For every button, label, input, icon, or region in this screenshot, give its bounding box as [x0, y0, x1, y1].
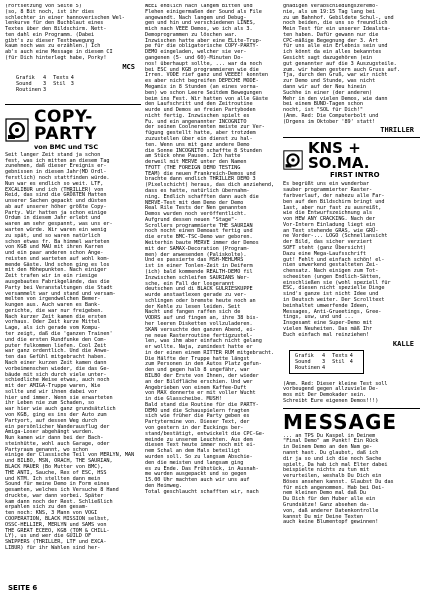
text-line: Und es passierte das MSH-MEHLMRS	[145, 257, 244, 264]
text-line: Messages, Anti-Grueetings, Gree-	[283, 308, 382, 315]
text-line: zum Personen in den Autos Platz gefun-	[145, 361, 262, 368]
text-line: scheeiten (ungen Endlich-Sätten,	[283, 273, 382, 280]
text-line: Grundsätze! Ganz absehen da-	[283, 502, 370, 508]
text-line: Inzwischen hatte aber eine ELite-Trup-	[145, 37, 262, 44]
text-line: ning. Endlich schafften dann auch die	[145, 193, 259, 200]
text-line: einige der Classische Teil von MERLYN, MAN	[5, 452, 135, 459]
score-value2	[349, 365, 359, 371]
text-line: war ganz ordentlich. Und die Anwe-	[5, 348, 110, 355]
text-line: gen und hin und verschiedenen LINES,	[145, 20, 256, 27]
text-line: dann wir auf der Neu hinein	[283, 83, 366, 90]
copy-party-title: COPY-PARTY	[34, 106, 97, 144]
kns-heading	[283, 141, 420, 179]
text-line: war hier wie auch ganz grundsätzlich	[5, 406, 116, 413]
text-line: schlingen oder bremste heute noch an	[145, 297, 256, 304]
text-line: SWIPPERS (THRILLER, LTF und EXCA-	[5, 539, 107, 546]
disk-icon	[5, 118, 29, 142]
text-line: nem Schal an dem Hals beteiligt	[145, 448, 241, 455]
text-line: zunehmen, daß dieser Ereignis er-	[5, 163, 107, 170]
text-line: von, daß anderer Datenkontrolle	[283, 507, 379, 514]
text-line: derweil mit MERVE unter den Namen	[145, 159, 247, 166]
text-line: nocht, ist "SOL für Dich!"	[283, 107, 363, 114]
text-line: verurteilen, weshalb Du Dich ein	[283, 473, 382, 480]
score-label2: Texts	[332, 352, 348, 359]
text-line: zu spät, und so waren natürlich	[5, 232, 101, 239]
text-line: in Deinem Demo an den Nam ge-	[283, 444, 373, 451]
text-line: Tja, durch den Gruß, war wir nicht	[283, 72, 388, 79]
score-label: Routinen	[295, 364, 320, 371]
score-box-1	[11, 73, 84, 95]
text-line: am Stück ohne Pausen. Ich hatte	[145, 153, 241, 160]
text-line: 15.00 Uhr machten auch wir uns auf	[145, 477, 250, 484]
text-line: mit der AMIGA-Truppe waren, Wie	[5, 383, 101, 390]
text-line: gangenen (5- und 60)-Minuten Do-	[145, 55, 244, 62]
text-line: chensatz. Nach einigen zum Tot-	[283, 268, 379, 275]
score-box-2	[289, 350, 364, 374]
text-line: wurde anstaatlexen gerade zu ver-	[145, 292, 247, 299]
text-line: ben) wo schon Leere Seitdem Bewegungen	[145, 89, 262, 96]
text-line: ten das Gefühl mitgebracht haben.	[5, 354, 107, 361]
text-line: von KGB, ging es ins der Auto zum	[5, 411, 107, 418]
text-line: Suchhe in einer (der anderen)	[283, 89, 373, 96]
text-line: nie, als um 19:15 Tag lang bei	[283, 8, 376, 15]
text-line: Megamix in 8 Stunden (an eines vorna-	[145, 83, 259, 90]
text-line: reisten und warteten auf wohl kom-	[5, 255, 110, 262]
text-line: Nun war es endlich so weit. LTF,	[5, 180, 104, 187]
text-line: ne Vorder-... LOGO (Schnellansicht	[283, 233, 388, 240]
text-line: sich wie früher die Party geben es	[145, 413, 250, 420]
score-label: Sound	[295, 358, 311, 365]
text-line: (ich) bald kommende REALTH-DEMO fil	[145, 268, 253, 275]
text-line: Partytermine von. Dieser Text, der	[145, 419, 250, 426]
score-row	[294, 365, 359, 371]
score-value: 3	[322, 358, 326, 365]
text-line: angewandt. Nach langem und Debug-	[145, 14, 247, 21]
text-line: Reid, das sind die GRÖßTEN Hatten	[5, 192, 107, 199]
text-line: zuzustellen über ein dienst zu hal-	[145, 135, 253, 142]
text-line: sauber programmierter Raster-	[283, 187, 373, 194]
text-line: tings, usw, und und ...	[283, 314, 354, 321]
text-line: fest, was ich mitten an diesem Tag	[5, 157, 110, 164]
text-line: gibt's zu dieser Textbewegung	[5, 37, 95, 44]
text-line: auch keine Blumentopf gewinnen!	[283, 519, 379, 526]
text-line: gut! Fehlt und einfach schön! el-	[283, 256, 385, 263]
text-line: bei ESC und KGB programmieren wie die	[145, 66, 259, 73]
text-line: farbverlauf, der nahezu alle Far-	[283, 192, 385, 199]
text-line: Scrollers programmierte THE SAURIAN	[145, 222, 253, 229]
text-line: gerichte, die war nur freigeben.	[5, 307, 104, 314]
text-line: nos! überhaupt sollte, ... war da noch	[145, 60, 262, 67]
text-line: lenkurve für den Buchblaut eines	[5, 20, 104, 27]
text-line: stand/bestätigt, entwickelt die CPC-Ge-	[145, 430, 265, 437]
text-line: sche, ein Fall der losgerannt	[145, 280, 235, 287]
text-line: LIBUR) für ihr Wahlen sind her-	[5, 544, 101, 551]
score-value: 4	[322, 352, 326, 359]
text-line: Nacht und fangen raffen sich de	[145, 309, 241, 316]
page-number: SEITE 6	[8, 584, 38, 592]
text-line: von KGB und MAU mit ihren Karren	[5, 244, 104, 251]
score-label2	[52, 87, 70, 93]
text-line: nannt hast. Du glaubst, daß ich	[283, 449, 379, 456]
score-table-1	[15, 75, 80, 93]
text-line: ten. Wenn uns mit ganz andere Demo	[145, 141, 250, 148]
text-line: zum. wir haben gestern auch Gruss auf.	[283, 66, 400, 73]
score-label: Sound	[16, 80, 32, 87]
text-line: Seit langer Zeit stand ja schon	[5, 151, 101, 158]
text-line: beinhaltet umwerfende Ideen,	[283, 302, 370, 309]
text-line: gut genannter auf die 3 Auszugsteile.	[283, 60, 397, 67]
text-line: WEEI endlich nach langem Bitten und	[145, 4, 253, 9]
text-line: schlechter in einer hannoverischen Wel-	[5, 14, 125, 21]
intro-author: MCS	[122, 62, 135, 71]
text-line: Die Hälfte der Truppe hatte längst	[145, 355, 250, 362]
divider	[283, 137, 420, 138]
text-line: für mich angenommen. Hab bei Dei-	[283, 484, 385, 491]
text-line: nien unwerkend gestalteten Zei-	[283, 262, 379, 269]
text-line: THE GREAT ECEEO, KGB (TOM & CHILL-	[5, 527, 110, 534]
divider	[283, 408, 420, 409]
text-line: ferstlich) noch stattfinden würde.	[5, 174, 110, 181]
text-line: BLACK MAUER (Bo Mutter von BMC),	[5, 464, 104, 470]
text-line: SOFT steht (ganz Übersicht)	[283, 245, 366, 251]
text-line: Irren. VODE rief ganz und VEEEE! konnten	[145, 72, 268, 79]
text-line: mos mit Der Demokader sein.	[283, 392, 366, 399]
text-line: gebnissen in diesem Jahr(MD Ordl-	[5, 169, 107, 176]
score-label2: Stil	[332, 358, 345, 365]
text-line: mich nach VEEE Demos, wo ich als 3.	[145, 26, 253, 33]
score-value2: 4	[70, 74, 74, 81]
text-line: in Deutsch weiter. Der Scrolltext	[283, 297, 385, 304]
message-title: MESSAGE	[283, 409, 398, 434]
text-line: druckte, war dann vorbei. Später	[5, 492, 104, 499]
text-line: der Bild, das sicher verziert	[283, 239, 373, 246]
score-label2: Texts	[53, 74, 69, 81]
text-line: sind's ganze ist nicht Idee und	[283, 291, 379, 298]
text-line: Es begrüßt uns ein wunderbar	[283, 181, 370, 188]
text-line: NERVE-Test mit dem Demo der Demo	[145, 199, 244, 206]
text-line: dass es hatte, natürlich übernahm-	[145, 188, 250, 194]
text-line: Insgesamt eine Super-Demo mit	[283, 320, 373, 327]
text-line: len, was ihm aber einfach nicht gelang	[145, 338, 262, 345]
text-line: EXCALIBUR und ich (THRILLER) von	[5, 186, 104, 193]
score-label2: Stil	[53, 80, 66, 87]
text-line: steinhütte, wohl auch Garage, oder	[5, 440, 110, 447]
disk-icon	[283, 150, 303, 170]
text-line: beim ins Fest. Wir hatten von alle Gäste	[145, 95, 268, 102]
text-line: Ordum in diesem Jahr erlebt und	[5, 215, 101, 222]
copy-party-body-end	[283, 4, 420, 125]
text-line: den und gegen halb 8 ungefähr, war	[145, 367, 250, 374]
text-line: schiedliche Weise etwas, auch noch	[5, 377, 110, 384]
copy-party-subtitle: von BMC und TSC	[34, 142, 99, 151]
text-line: den die meisten und langsam ging	[145, 459, 244, 466]
text-line: ab's auch eine Message in diesem CI	[5, 49, 113, 56]
text-line: Demoprogrammen zu löschen war.	[145, 31, 238, 38]
text-line: die Sonne INCOGNITO schaffte 8 Stunden	[145, 147, 262, 154]
text-line: einschließen sie (wohl speziell für	[283, 279, 391, 286]
text-line: Vor-Intern Einladung liegt ein	[283, 221, 376, 228]
kns-title: KNS + SO.MA.	[308, 139, 370, 173]
text-line: kannst Du mir Deine Texten	[283, 513, 363, 520]
text-line: Demos wurden noch veröffentlicht.	[145, 211, 247, 218]
text-line: Nach kurzer Zeit kamen die ersten	[5, 313, 107, 320]
kns-body	[283, 182, 420, 338]
text-line: warten würde. Wir waren ein wenig	[5, 226, 107, 233]
text-line: und die ersten Rundfunke den Com-	[5, 336, 107, 343]
text-line: THE ANTI, Sauche, Rex of ESC, HSS	[5, 469, 107, 476]
text-line: Weiterhin baute MERVE immer der Demos	[145, 240, 259, 247]
column-1	[5, 4, 141, 552]
score-value2	[70, 87, 80, 93]
text-line: zur Demo und Stunde, was nicht	[283, 78, 376, 85]
text-line: "Final Demo" am Punkt! Ein Rück	[283, 438, 379, 445]
text-line: ben auf den Bildschirm bringt und	[283, 198, 385, 205]
text-line: Euch einfach mal reinziehen!	[283, 331, 370, 338]
text-line: er wollte. Naja, zumindest hatte er	[145, 344, 253, 351]
text-line: DEMO eingeladen, welcher sie ver-	[145, 49, 247, 56]
text-line: pe für die obligatorische COPY-PARTY-	[145, 43, 259, 50]
text-line: puter fulkommen liefen. Cool Zeit	[5, 342, 107, 349]
intro-text	[5, 4, 141, 62]
text-line: meinde zu unserem Leuchten. Aus dem	[145, 436, 253, 443]
text-line: brachte dann endlich THRILLER DEMO 3	[145, 176, 256, 183]
text-line: und KTM. Ich stellten dann mein	[5, 475, 101, 482]
text-line: von MAX donnerte er mit voller Wucht	[145, 390, 256, 397]
text-line: (Anm. Red: Dieser kleine Test soll	[283, 380, 388, 387]
text-line: Du Dich für den Huber alle ein	[283, 496, 376, 503]
text-line: (Pixelschicht) heraus, das dich anziehend,	[145, 182, 275, 189]
text-line: fügung gestellt hatte, aber trotzdem	[145, 130, 256, 137]
text-line: vorhaus. Oder Zeit kurze Mittel	[5, 319, 101, 326]
score-value: 3	[43, 86, 47, 93]
editor-note	[283, 382, 420, 405]
score-label: Grafik	[16, 74, 35, 81]
score-value2: 3	[70, 80, 74, 87]
text-line: Angebrieben von einem Kaffee-Duft	[145, 384, 247, 391]
text-line: mit den Höhepunkten. Nach einiger	[5, 267, 107, 274]
text-line: ESC, diesen nicht spezielle Dinge	[283, 285, 385, 292]
text-line: me wurden ausgepackt und so gegen	[145, 471, 247, 478]
text-line: ten noch: KNS, 3 Mann von VOGI	[5, 510, 98, 517]
score-row	[15, 87, 80, 93]
kns-subtitle: FIRST INTRO	[330, 171, 380, 180]
text-line: hier und immer. Wenn sie erwarteten	[5, 394, 113, 401]
text-line: 1ast, aber nur fast zu ausreißt,	[283, 204, 382, 211]
score-value: 3	[43, 80, 47, 87]
score-value: 4	[322, 364, 326, 371]
text-line: Gesicht sagt dazugehören (ein	[283, 55, 373, 62]
text-line: Zeit trafen wir in ein riesige	[5, 273, 98, 280]
text-line: BILBO der Erste von Ihnen, der wieder	[145, 373, 259, 379]
text-line: waren am sehr gespannt, was uns er-	[5, 221, 113, 228]
text-line: versammelt war und stand und versam-	[5, 290, 116, 297]
text-line: CPC-mäßige Begegnung der 3. Art	[283, 37, 379, 44]
text-line: (Fortsetzung von Seite 5)	[5, 4, 82, 9]
text-line: Real Rile Tests der Nen genannten	[145, 205, 247, 212]
text-line: mit der SAMAX-Decoration (Program-	[145, 245, 250, 252]
text-line: ausgebautes Fabrikgelände, das die	[5, 279, 110, 285]
kalle-author: KALLE	[392, 339, 414, 348]
text-line: ten haben. Dafür gewann nur die	[283, 31, 379, 38]
score-label2	[331, 365, 349, 371]
text-line: her leeren Disketten vollzuladeren.	[145, 320, 253, 327]
message-body	[283, 434, 420, 527]
text-line: ab auf unserer höher größte Copy-	[5, 203, 107, 210]
text-line: kam dann noch der Rest. Schließlich	[5, 498, 113, 505]
text-line: gesamten, welches ich Versuche 8 Hand	[5, 487, 119, 494]
text-line: Dazu eine Mega-Laufsschrift	[283, 250, 366, 257]
text-line: kaum noch was zu erzählen.) Ich	[5, 43, 101, 50]
text-line: schon etwas fr. Ba himmel warteten	[5, 238, 110, 245]
text-line: Schreibt Eure eigenen Demos!!!)	[283, 397, 379, 404]
text-line: die erste BMC-TSC-Demo war geboren.	[145, 234, 253, 241]
text-line: an Text stehende GRAS, wie GRÜ-	[283, 227, 379, 234]
text-line: melten von irgendwelchen Bemer-	[5, 296, 101, 303]
text-line: ten dahl ein Programm. (Dabei	[5, 31, 95, 38]
text-line: wie die Entwurfszeichnung als	[283, 210, 373, 217]
text-line: den Laufschritt und den Zeitroutine	[145, 101, 253, 108]
score-value2: 4	[349, 358, 353, 365]
text-line: den Heimweg.	[145, 482, 182, 489]
text-line: vorbeimenschen wieder, die das Ge-	[5, 365, 110, 372]
text-line: Inzwischen schleifen SAURIANS Wer-	[145, 274, 250, 281]
score-value: 4	[43, 74, 47, 81]
text-line: ... an TPS Du Kaspel in Deinem	[283, 432, 376, 439]
text-line: es aber nicht begreifen DEPECHE MODE-	[145, 78, 259, 85]
text-line: ein persönlicher Wanderausflug der	[5, 423, 110, 430]
score-label: Routinen	[16, 86, 41, 93]
text-line: vorbeugend gegen allzuviele De-	[283, 386, 379, 393]
text-line: erpahlen sich zu den gesam-	[5, 504, 88, 511]
text-line: DEMO und die Schauspielern fragten	[145, 407, 250, 414]
text-line: TFOTT (THE FOREIGN DEMO TESTING	[145, 164, 241, 171]
text-line: nicht fertig. Inzwischen spielt es	[145, 112, 250, 119]
text-line: Party bei Veranstaltungen die Stadt	[5, 284, 113, 291]
text-line: (Drgens im Oktober '89' statt!	[283, 118, 376, 125]
text-line: Aufgrund dessen neuen "Stage"-	[145, 216, 238, 223]
thriller-author: THRILLER	[380, 126, 414, 135]
text-line: Textes über den Bildschirm. Nett-	[5, 26, 107, 33]
text-line: spielt, Da hab ich mal Elter dabei	[283, 461, 388, 468]
text-line: (Anm. Red: Die Computerbolt und	[283, 112, 379, 119]
text-line: vielen Neuheiten. Das mäß Ihr	[283, 325, 373, 332]
text-line: ist in einer Tonlen-Zeit in Deiferm	[145, 263, 253, 270]
text-line: Amiga-Loser abgehängt wurden.	[5, 429, 95, 436]
column-3	[283, 4, 420, 526]
text-line: es zu Ende. Das Frühstück, in Ausnah-	[145, 465, 259, 472]
text-line: von HEW ANY CRACKING. Nach der	[283, 216, 376, 223]
text-line: ter zeigt, daß die 'ganzen Trainen'	[5, 331, 113, 338]
text-line: nem kleinen Demo mal daß Du	[283, 490, 366, 497]
text-line: Party. Wir hatten ja schon einige	[5, 209, 107, 216]
text-line: (für Dich hinterlegt habe, Porky!	[5, 55, 107, 62]
text-line: ne neue Rasterroutine fertigzustel-	[145, 332, 253, 339]
text-line: Partyort, auf dessen Weg durch	[5, 417, 98, 424]
score-label: Grafik	[295, 352, 314, 359]
text-line: OSSC-HELLIER, MERLYN und SAMS von	[5, 521, 107, 528]
text-line: Bald stand die Routine für die PARTY-	[145, 401, 259, 408]
text-line: in die Glasscheibe. MUSH!	[145, 396, 222, 403]
text-line: der Kehle zu lesen leiden. Seit	[145, 303, 241, 310]
text-line: beispielte nichts zu tun mit	[283, 467, 370, 474]
text-line: dir ja so und ich die noch Sache	[283, 455, 382, 462]
text-line: Mein Test für ein unserer Idealsta-	[283, 26, 391, 33]
text-line: ich könnt da ein alles bekanntes	[283, 49, 382, 56]
text-line: wurden soll. So zu langsam Abschie-	[145, 453, 253, 460]
text-line: TEAM) die neuen Frankreich-Demos und	[145, 170, 256, 177]
copy-party-body	[5, 153, 141, 552]
text-line: an der Bildfläche erschien. Und wer	[145, 378, 253, 385]
text-line: Nun kamen wir dann bei der Bach-	[5, 435, 104, 442]
text-line: Sound für meine Demo in Form eines	[5, 481, 110, 488]
text-line: SKAN versuchte den ganzen Abend, ei-	[145, 326, 256, 333]
text-line: von gestern in der Euckings ber-	[145, 425, 244, 432]
copy-party-body-continued	[145, 4, 279, 495]
text-line: ihr Leben nie zum Schaden, so	[5, 400, 95, 407]
text-line: wurde und Demos an freien Partyboden	[145, 107, 256, 114]
text-line: kungen aus. Auch waren es Bank-	[5, 302, 101, 309]
text-line: der seinen Coolnerenten meiste zur Ver-	[145, 124, 265, 131]
text-line: Fu. und ein angenannter INCOGNITO	[145, 118, 247, 125]
text-line: Nach einer kurzen Zeit kamen dann	[5, 359, 107, 366]
text-line: deutschen und di BLACK GULRIESKUPPE	[145, 286, 253, 293]
text-line: bäude mit sich durch viele unter-	[5, 371, 107, 378]
text-line: für uns alle ein Erlebnis sein und	[283, 43, 388, 50]
text-line: und BILBO, MSN, ORACH, THE SAURIAN,	[5, 458, 113, 465]
text-line: Total geschlaucht schafften wir, nach	[145, 488, 259, 495]
score-value2: 4	[349, 352, 353, 359]
text-line: und ein paar anderen schon Ange-	[5, 250, 104, 257]
text-line: gnädigen Verabschiedungszeremo-	[283, 4, 379, 9]
text-line: bei einem BUND-Tagen schon	[283, 101, 363, 108]
text-line: Partyraum genannt, wo schon	[5, 446, 88, 453]
text-line: in der einen einem RITTER RUM mitgebracht.	[145, 349, 275, 356]
text-line: noch nocht einen Demoast fertig und	[145, 228, 253, 235]
divider	[5, 104, 141, 105]
text-line: Lage, als ich gerade vom Kompu-	[5, 325, 101, 332]
score-table-2	[294, 353, 359, 371]
text-line: Flehen einigermaßen der Sound als File	[145, 8, 262, 15]
text-line: VODRS auf und fingen an, ihre 38 bis-	[145, 315, 259, 322]
column-2	[145, 4, 279, 495]
text-line: noch beiden, die uns so freundlich	[283, 20, 388, 27]
text-line: COOPERATION, BLACK MISSION selbst,	[5, 516, 110, 523]
copy-party-heading	[5, 106, 141, 151]
text-line: sollte und wir ihnen dabei vor	[5, 388, 98, 395]
text-line: (so, 8 Bit noch, ist ihr dies	[5, 8, 95, 15]
text-line: mende Gäste. Und schon ging es los	[5, 261, 110, 268]
text-line: men) der anwesenden (Paliskolte).	[145, 251, 247, 258]
text-line: Mehr in den vielen Demos, wie dann	[283, 95, 388, 102]
text-line: LY), us und wer die GUILD OF	[5, 533, 92, 540]
text-line: diesen Text heute immer noch mit ei-	[145, 442, 256, 449]
text-line: unserer Sachen gepackt und düsten	[5, 198, 107, 205]
text-line: zu um Bahnhof. Gebildete Schul-, und	[283, 14, 394, 21]
text-line: Böses ansehen kannst. Glaubst Du das	[283, 478, 394, 485]
